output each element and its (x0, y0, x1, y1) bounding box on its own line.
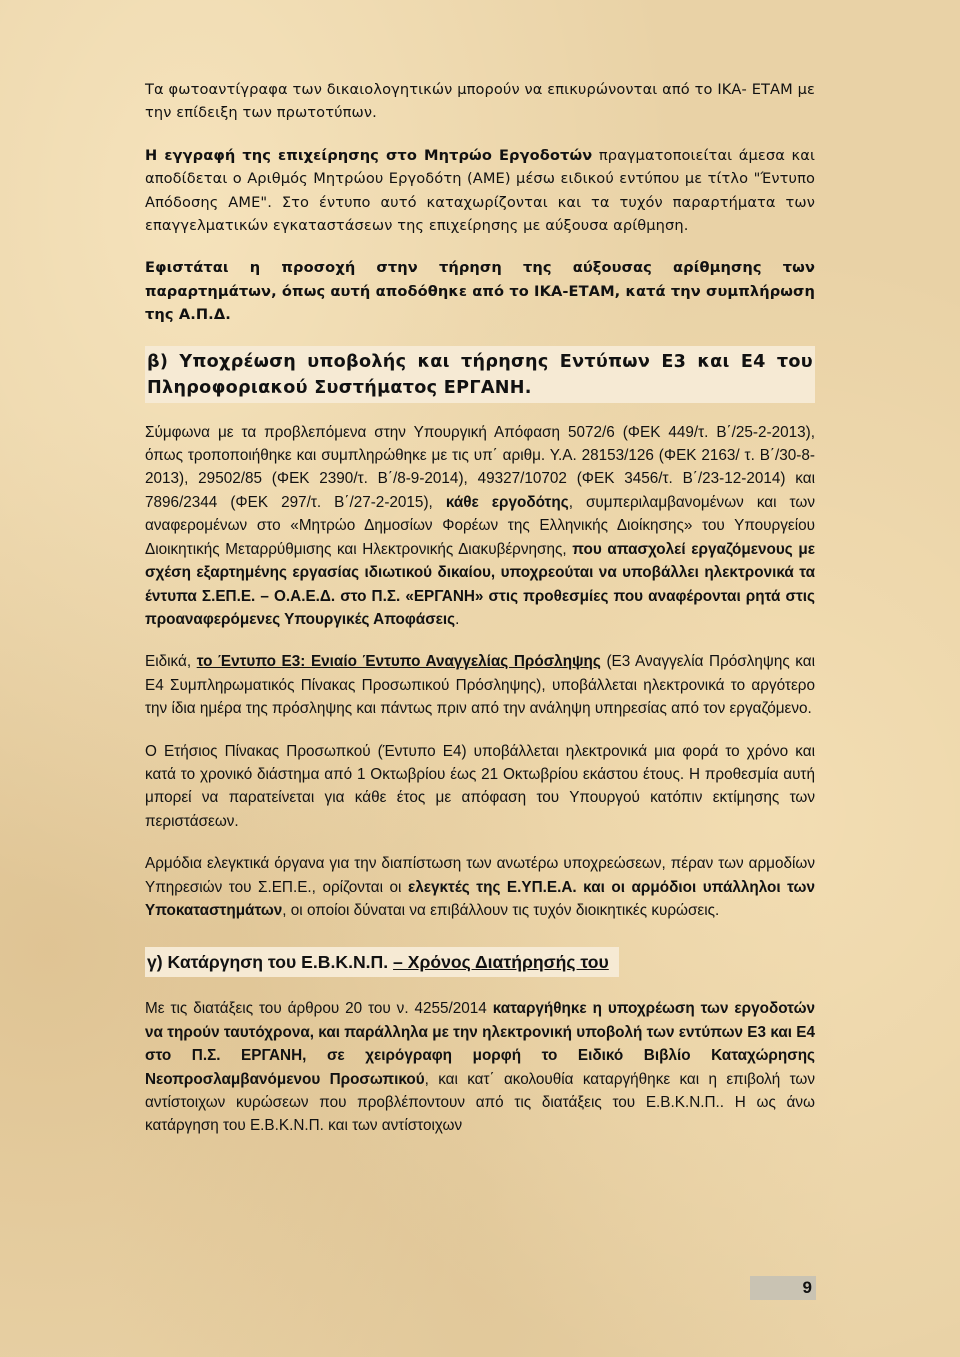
paragraph-notice (145, 256, 815, 326)
heading-text: γ) Κατάργηση του Ε.Β.Κ.Ν.Π. (147, 952, 394, 973)
paragraph-employer-registry (145, 144, 815, 238)
paragraph-text: , και κατ΄ ακολουθία καταργήθηκε και η επιβολή των αντίστοιχων κυρώσεων που προβλέποντουν από τις διατάξεις του Ε.Β.Κ.Ν.Π.. Η ως άνω κατάργηση του Ε.Β.Κ.Ν.Π. και των αντίστοιχων (145, 1070, 815, 1135)
bold-text: που απασχολεί εργαζόμενους με σχέση εξαρτημένης εργασίας ιδιωτικού δικαίου, υποχρεούται να υποβάλλει ηλεκτρονικά τα έντυπα Σ.ΕΠ.Ε. – Ο.Α.Ε.Δ. στο Π.Σ. «ΕΡΓΑΝΗ» στις προθεσμίες που αναφέρονται ρητά στις προαναφερόμενες Υπουργικές Αποφάσεις (145, 540, 815, 628)
paragraph-text: πραγματοποιείται άμεσα και αποδίδεται ο Αριθμός Μητρώου Εργοδότη (ΑΜΕ) μέσω ειδικού εντύπου με τίτλο "Έντυπο Απόδοσης ΑΜΕ". Στο έντυπο αυτό καταχωρίζονται και τα τυχόν παραρτήματα των επαγγελματικών εγκαταστάσεων της επιχείρησης με αύξουσα αρίθμηση. (145, 146, 815, 235)
paragraph-photocopies (145, 78, 815, 125)
paragraph-text: . (455, 610, 460, 628)
paragraph-text: , συμπεριλαμβανομένων και των αναφερομένων στο «Μητρώο Δημοσίων Φορέων της Ελληνικής Διοίκησης» του Υπουργείου Διοικητικής Μεταρρύθμισης και Ηλεκτρονικής Διακυβέρνησης, (145, 493, 815, 558)
bold-underlined-text: το Έντυπο Ε3: Ενιαίο Έντυπο Αναγγελίας Πρόσληψης (196, 653, 601, 671)
paragraph-text: Ειδικά, (145, 653, 197, 671)
paragraph-text: Με τις διατάξεις του άρθρου 20 του ν. 4255/2014 (145, 1000, 493, 1018)
page-number: 9 (750, 1276, 816, 1300)
paragraph-e4-form (145, 740, 815, 834)
paragraph-text: Τα φωτοαντίγραφα των δικαιολογητικών μπορούν να επικυρώνονται από το ΙΚΑ- ΕΤΑΜ με την επίδειξη των πρωτοτύπων. (145, 81, 815, 122)
heading-underlined-text: – Χρόνος Διατήρησής του (393, 952, 609, 973)
paragraph-text: Ο Ετήσιος Πίνακας Προσωπκού (Έντυπο Ε4) υποβάλλεται ηλεκτρονικά μια φορά το χρόνο και κατά το χρονικό διάστημα από 1 Οκτωβρίου έως 21 Οκτωβρίου εκάστου έτους. Η προθεσμία αυτή μπορεί να παρατείνεται για κάθε έτος με απόφαση του Υπουργού κατόπιν εκτίμησης των περιστάσεων. (145, 742, 815, 830)
section-heading-c-wrapper (145, 941, 815, 997)
bold-lead: Η εγγραφή της επιχείρησης στο Μητρώο Εργοδοτών (145, 146, 593, 164)
bold-notice: Εφιστάται η προσοχή στην τήρηση της αύξουσας αρίθμησης των παραρτημάτων, όπως αυτή αποδόθηκε από το ΙΚΑ-ΕΤΑΜ, κατά την συμπλήρωση της Α.Π.Δ. (145, 259, 815, 324)
paragraph-text: , οι οποίοι δύναται να επιβάλλουν τις τυχόν διοικητικές κυρώσεις. (282, 901, 720, 919)
paragraph-text: Σύμφωνα με τα προβλεπόμενα στην Υπουργική Απόφαση 5072/6 (ΦΕΚ 449/τ. Β΄/25-2-2013), όπως τροποποιήθηκε και συμπληρώθηκε με τις υπ΄ αριθμ. Υ.Α. 28153/126 (ΦΕΚ 2163/ τ. Β΄/30-8-2013), 29502/85 (ΦΕΚ 2390/τ. Β΄/8-9-2014), 49327/10702 (ΦΕΚ 3456/τ. Β΄/23-12-2014) και 7896/2344 (ΦΕΚ 297/τ. Β΄/27-2-2015), (145, 423, 815, 511)
paragraph-text: (Ε3 Αναγγελία Πρόσληψης και Ε4 Συμπληρωματικός Πίνακας Προσωπικού Πρόσληψης), υποβάλλεται ηλεκτρονικά το αργότερο την ίδια ημέρα της πρόσληψης και πάντως πριν από την ανάληψη υπηρεσίας από τον εργαζόμενο. (145, 653, 816, 718)
bold-text: κάθε εργοδότης (445, 493, 569, 511)
paragraph-abolition (145, 997, 815, 1137)
paragraph-inspection-bodies (145, 852, 815, 922)
bold-text: καταργήθηκε η υποχρέωση των εργοδοτών να τηρούν ταυτόχρονα, και παράλληλα με την ηλεκτρονική υποβολή των εντύπων Ε3 και Ε4 στο Π.Σ. ΕΡΓΑΝΗ, σε χειρόγραφη μορφή το Ειδικό Βιβλίο Καταχώρησης Νεοπροσλαμβανόμενου Προσωπικού (145, 1000, 815, 1088)
bold-text: ελεγκτές της Ε.ΥΠ.Ε.Α. και οι αρμόδιοι υπάλληλοι των Υποκαταστημάτων (145, 878, 815, 919)
paragraph-ministerial-decision (145, 421, 815, 632)
paragraph-e3-form (145, 650, 815, 720)
section-heading-b: β) Υποχρέωση υποβολής και τήρησης Εντύπων Ε3 και Ε4 του Πληροφοριακού Συστήματος ΕΡΓΑΝΗ. (145, 346, 815, 403)
document-body (145, 78, 815, 1138)
section-heading-c (145, 947, 619, 977)
paragraph-text: Αρμόδια ελεγκτικά όργανα για την διαπίστωση των ανωτέρω υποχρεώσεων, πέραν των αρμοδίων Υπηρεσιών του Σ.ΕΠ.Ε., ορίζονται οι (145, 855, 815, 896)
